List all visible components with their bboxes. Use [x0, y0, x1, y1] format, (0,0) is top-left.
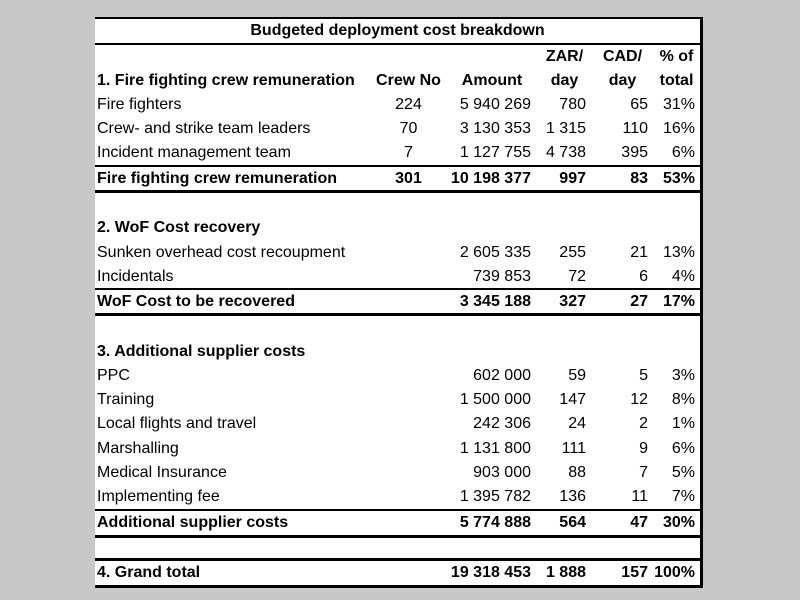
- amount-cell: 5 774 888: [459, 514, 531, 531]
- percent-of-total-cell: 6%: [671, 144, 695, 161]
- subtotal-label: WoF Cost to be recovered: [97, 292, 295, 310]
- zar-per-day-cell: 4 738: [545, 144, 586, 161]
- table-row: [95, 485, 700, 509]
- section-heading-row: [95, 216, 700, 240]
- zar-per-day-cell: 780: [559, 96, 586, 113]
- row-label: Sunken overhead cost recoupment: [97, 243, 346, 261]
- header-row-top: [95, 45, 700, 69]
- column-header-zar-per-day: ZAR/: [545, 48, 584, 65]
- percent-of-total-cell: 3%: [671, 367, 695, 384]
- column-header-cad-per-day-unit: day: [608, 72, 637, 89]
- table-row: [95, 388, 700, 412]
- amount-cell: 10 198 377: [450, 169, 531, 187]
- table-row: [95, 265, 700, 288]
- column-header-percent-of-total: % of: [659, 48, 694, 65]
- cad-per-day-cell: 12: [630, 391, 648, 408]
- zar-per-day-cell: 136: [559, 488, 586, 505]
- table-row: [95, 117, 700, 141]
- amount-cell: 3 130 353: [459, 120, 531, 137]
- column-header-zar-per-day-unit: day: [550, 72, 579, 89]
- row-label: Crew- and strike team leaders: [97, 120, 311, 137]
- row-label: Training: [97, 391, 155, 408]
- table-row: [95, 412, 700, 436]
- grand-total-label: 4. Grand total: [97, 564, 201, 581]
- percent-of-total-cell: 100%: [654, 564, 695, 581]
- row-label: Fire fighters: [97, 96, 182, 113]
- crew-no-cell: 301: [395, 169, 422, 187]
- subtotal-label: Fire fighting crew remuneration: [97, 169, 338, 187]
- zar-per-day-cell: 564: [559, 514, 586, 531]
- cad-per-day-cell: 21: [630, 243, 648, 261]
- crew-no-cell: 70: [399, 120, 418, 137]
- row-label: Marshalling: [97, 439, 179, 457]
- table-row: [95, 240, 700, 265]
- table-right-border: [700, 17, 703, 588]
- amount-cell: 3 345 188: [459, 292, 531, 310]
- cad-per-day-cell: 110: [622, 120, 648, 137]
- row-label: Implementing fee: [97, 488, 220, 505]
- amount-cell: 242 306: [473, 415, 531, 432]
- zar-per-day-cell: 147: [559, 391, 586, 408]
- zar-per-day-cell: 59: [568, 367, 586, 384]
- percent-of-total-cell: 8%: [671, 391, 695, 408]
- subtotal-row: [95, 167, 700, 190]
- cad-per-day-cell: 9: [639, 439, 648, 457]
- column-header-amount: Amount: [461, 72, 523, 89]
- section-heading-row: [95, 339, 700, 364]
- zar-per-day-cell: 255: [559, 243, 586, 261]
- table-row: [95, 461, 700, 485]
- percent-of-total-cell: 6%: [671, 439, 695, 457]
- column-header-crew-no: Crew No: [376, 72, 441, 89]
- spacer-row: [95, 538, 700, 558]
- table-bottom-rule: [95, 585, 703, 588]
- amount-cell: 903 000: [473, 464, 531, 481]
- subtotal-row: [95, 511, 700, 535]
- amount-cell: 739 853: [473, 267, 531, 285]
- cad-per-day-cell: 83: [630, 169, 648, 187]
- grand-total-row: [95, 561, 700, 585]
- amount-cell: 602 000: [473, 367, 531, 384]
- cad-per-day-cell: 65: [630, 96, 648, 113]
- column-header-percent-of-total-unit: total: [659, 72, 694, 89]
- amount-cell: 1 131 800: [459, 439, 531, 457]
- zar-per-day-cell: 88: [568, 464, 586, 481]
- row-label: Incident management team: [97, 144, 291, 161]
- amount-cell: 5 940 269: [459, 96, 531, 113]
- amount-cell: 1 127 755: [459, 144, 531, 161]
- amount-cell: 1 395 782: [459, 488, 531, 505]
- cad-per-day-cell: 11: [631, 488, 648, 505]
- spacer-row: [95, 193, 700, 216]
- section-heading: 2. WoF Cost recovery: [97, 219, 261, 236]
- row-label: Medical Insurance: [97, 464, 227, 481]
- row-label: PPC: [97, 367, 130, 384]
- percent-of-total-cell: 5%: [671, 464, 695, 481]
- table-row: [95, 436, 700, 461]
- zar-per-day-cell: 24: [568, 415, 586, 432]
- crew-no-cell: 224: [395, 96, 422, 113]
- spacer-row: [95, 316, 700, 339]
- cad-per-day-cell: 47: [630, 514, 648, 531]
- section-heading: 1. Fire fighting crew remuneration: [97, 72, 355, 89]
- crew-no-cell: 7: [404, 144, 413, 161]
- cad-per-day-cell: 2: [639, 415, 648, 432]
- percent-of-total-cell: 31%: [662, 96, 695, 113]
- percent-of-total-cell: 53%: [662, 169, 695, 187]
- zar-per-day-cell: 72: [568, 267, 586, 285]
- row-label: Incidentals: [97, 267, 174, 285]
- cad-per-day-cell: 395: [621, 144, 648, 161]
- amount-cell: 1 500 000: [459, 391, 531, 408]
- table-row: [95, 93, 700, 117]
- table-row: [95, 141, 700, 165]
- cost-breakdown-table: [95, 17, 703, 588]
- zar-per-day-cell: 327: [559, 292, 586, 310]
- cad-per-day-cell: 5: [639, 367, 648, 384]
- cad-per-day-cell: 157: [621, 564, 648, 581]
- subtotal-row: [95, 290, 700, 313]
- cad-per-day-cell: 7: [639, 464, 648, 481]
- percent-of-total-cell: 30%: [662, 514, 695, 531]
- subtotal-label: Additional supplier costs: [97, 514, 289, 531]
- cad-per-day-cell: 27: [630, 292, 648, 310]
- zar-per-day-cell: 1 315: [545, 120, 586, 137]
- table-title: Budgeted deployment cost breakdown: [250, 22, 545, 39]
- percent-of-total-cell: 13%: [662, 243, 695, 261]
- zar-per-day-cell: 111: [561, 439, 586, 457]
- amount-cell: 2 605 335: [459, 243, 531, 261]
- percent-of-total-cell: 17%: [662, 292, 695, 310]
- amount-cell: 19 318 453: [450, 564, 531, 581]
- column-header-cad-per-day: CAD/: [602, 48, 643, 65]
- zar-per-day-cell: 997: [559, 169, 586, 187]
- percent-of-total-cell: 7%: [671, 488, 695, 505]
- header-row: [95, 69, 700, 93]
- percent-of-total-cell: 1%: [671, 415, 695, 432]
- row-label: Local flights and travel: [97, 415, 257, 432]
- table-row: [95, 364, 700, 388]
- zar-per-day-cell: 1 888: [545, 564, 586, 581]
- cad-per-day-cell: 6: [639, 267, 648, 285]
- percent-of-total-cell: 4%: [671, 267, 695, 285]
- percent-of-total-cell: 16%: [662, 120, 695, 137]
- section-heading: 3. Additional supplier costs: [97, 342, 306, 360]
